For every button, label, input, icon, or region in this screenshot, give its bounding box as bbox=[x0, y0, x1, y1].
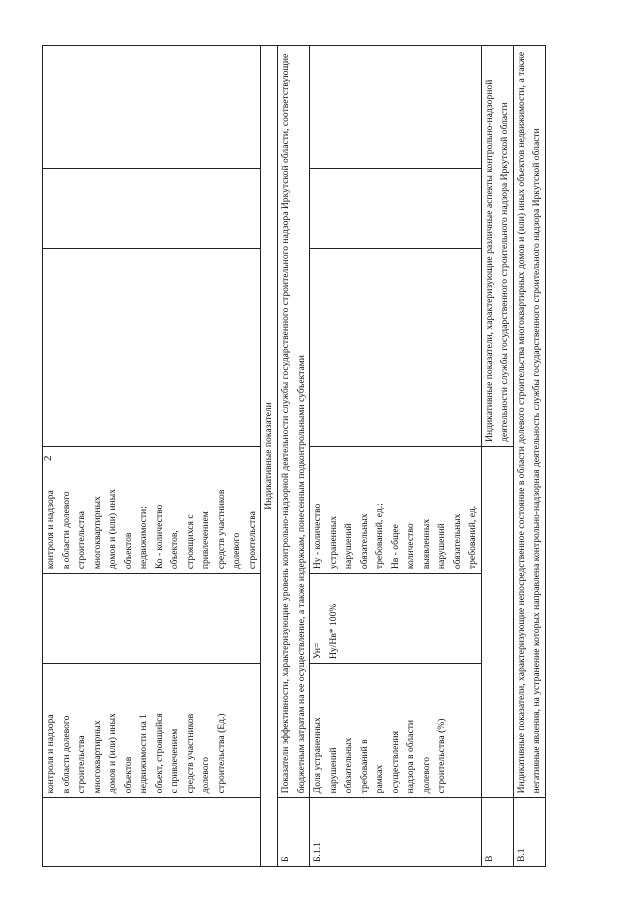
text-line: строительства (Ед.) bbox=[215, 713, 227, 794]
text-line: нарушений bbox=[343, 523, 355, 570]
text-line: обязательных bbox=[358, 513, 370, 570]
text-line: требований в bbox=[358, 739, 370, 794]
text-line: выявленных bbox=[420, 518, 432, 570]
text-line: устраненных bbox=[327, 515, 339, 570]
cell-empty bbox=[310, 46, 482, 169]
cell-empty bbox=[310, 249, 482, 447]
text-line: в области долевого bbox=[60, 715, 72, 794]
cell-code: Б.1.1 bbox=[310, 798, 482, 867]
text-line: средств участников bbox=[215, 489, 227, 570]
text-line: долевого bbox=[231, 532, 243, 570]
text-line: Ко - количество bbox=[153, 504, 165, 570]
text-line: строящихся с bbox=[184, 514, 196, 570]
table-row-b1-1 bbox=[310, 46, 482, 867]
formula-line: Ну/Нв* 100% bbox=[327, 603, 339, 660]
text-line: нарушений bbox=[436, 523, 448, 570]
cell-formula bbox=[43, 574, 261, 664]
cell-group-text: Индикативные показатели, характеризующие различные аспекты контрольно-надзорной деятельности службы государственного строительного надзора Иркутской области bbox=[481, 46, 513, 447]
indicator-table bbox=[42, 45, 546, 867]
text-line: рамках bbox=[374, 764, 386, 794]
cell-code: В bbox=[481, 798, 513, 867]
cell-group-text: Индикативные показатели, характеризующие непосредственное состояние в области долевого строительства многоквартирных домов и (или) иных объектов недвижимости, а также негативные явления, на устранение которых направлена контрольно-надзорная деятельность службы государственного строительного надзора Иркутской области bbox=[513, 46, 545, 798]
cell-name bbox=[43, 664, 261, 798]
text-line: недвижимости на 1 bbox=[138, 714, 150, 794]
text-line: осуществления bbox=[389, 730, 401, 794]
cell-name bbox=[310, 664, 482, 798]
cell-code bbox=[43, 798, 261, 867]
text-line: Ну - количество bbox=[312, 503, 324, 570]
text-line: привлечением bbox=[200, 511, 212, 570]
cell-code: В.1 bbox=[513, 798, 545, 867]
text-line: объектов, bbox=[169, 530, 181, 570]
text-line: нарушений bbox=[327, 747, 339, 794]
text-line: строительства bbox=[76, 511, 88, 570]
text-line: требований, ед. bbox=[467, 505, 479, 570]
formula-line: Ун= bbox=[312, 642, 324, 660]
text-line: количество bbox=[405, 523, 417, 570]
table-row-continuation bbox=[43, 46, 261, 867]
text-line: долевого bbox=[200, 756, 212, 794]
table-row-v bbox=[481, 46, 513, 867]
text-line: надзора в области bbox=[405, 719, 417, 794]
cell-code: Б bbox=[277, 798, 309, 867]
text-line: многоквартирных bbox=[91, 720, 103, 794]
text-line: Доля устраненных bbox=[312, 717, 324, 794]
table-row-b bbox=[277, 46, 309, 867]
text-line: строительства bbox=[76, 735, 88, 794]
text-line: объект, строящийся bbox=[153, 713, 165, 794]
cell-group-text: Показатели эффективности, характеризующие уровень контрольно-надзорной деятельности службы государственного строительного надзора Иркутской области, соответствующие бюджетным затратам на ее осуществление, а также издержкам, понесенным подконтрольными субъектами bbox=[277, 46, 309, 798]
cell-empty bbox=[310, 169, 482, 249]
text-line: контроля и надзора bbox=[45, 490, 56, 570]
cell-empty bbox=[43, 169, 261, 249]
cell-formula bbox=[310, 574, 482, 664]
text-line: объектов bbox=[122, 756, 134, 794]
text-line: домов и (или) иных bbox=[107, 713, 119, 794]
text-line: с привлечением bbox=[169, 728, 181, 794]
text-line: недвижимости; bbox=[138, 506, 150, 570]
text-line: объектов bbox=[122, 532, 134, 570]
text-line: требований, ед.; bbox=[374, 503, 386, 570]
text-line: строительства (%) bbox=[436, 718, 448, 794]
table-row-v1 bbox=[513, 46, 545, 867]
text-line: средств участников bbox=[184, 713, 196, 794]
cell-empty bbox=[43, 249, 261, 447]
cell-description bbox=[43, 446, 261, 573]
text-line: в области долевого bbox=[60, 491, 72, 570]
text-line: контроля и надзора bbox=[45, 714, 56, 794]
text-line: домов и (или) иных bbox=[107, 488, 119, 570]
cell-empty bbox=[43, 46, 261, 169]
section-header: Индикативные показатели bbox=[261, 46, 278, 867]
text-line: Нв - общее bbox=[389, 524, 401, 570]
page-number: 2 bbox=[42, 455, 54, 461]
text-line: обязательных bbox=[451, 513, 463, 570]
text-line: обязательных bbox=[343, 737, 355, 794]
text-line: строительства bbox=[246, 511, 258, 570]
cell-description bbox=[310, 446, 482, 573]
cell-empty bbox=[481, 446, 513, 797]
table-row-section-header bbox=[261, 46, 278, 867]
text-line: долевого bbox=[420, 756, 432, 794]
text-line: многоквартирных bbox=[91, 496, 103, 570]
